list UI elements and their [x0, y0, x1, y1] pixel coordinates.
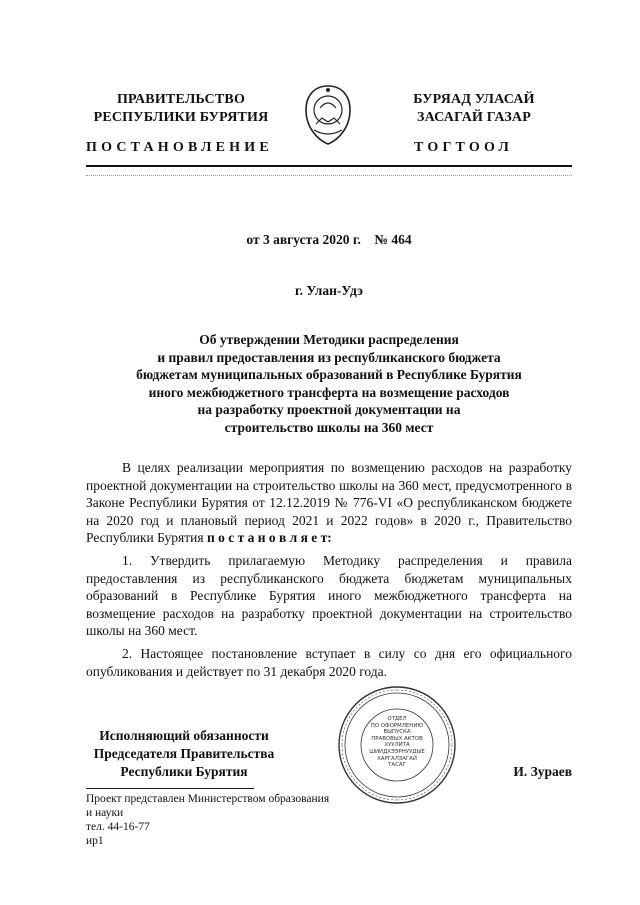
- stamp-text: [363, 716, 431, 769]
- item-1-paragraph: 1. Утвердить прилагаемую Методику распределения и правила предоставления из республиканского бюджета бюджетам муниципальных образований в Республике Бурятия иного межбюджетного трансферта на возмещение расходов на разработку проектной документации на строительство школы на 360 мест.: [86, 553, 572, 638]
- stamp-line: ХАРГАЛЗАГАЙ: [377, 755, 417, 762]
- stamp-line: ШИИДХЭЭРНУУДЫЕ: [369, 748, 425, 755]
- doc-type-right: ТОГТООЛ: [414, 140, 514, 155]
- stamp-line: ПРАВОВЫХ АКТОВ: [371, 735, 423, 742]
- preamble-text: В целях реализации мероприятия по возмещению расходов на разработку проектной документации на строительство школы на 360 мест, предусмотренного в Законе Республики Бурятия от 12.12.2019 № 776-VI «О республиканском бюджете на 2020 год и плановый период 2021 и 2022 годов» в 2020 г., Правительство Республики Бурятия: [86, 460, 572, 545]
- issuer-left-line1: ПРАВИТЕЛЬСТВО: [116, 92, 246, 107]
- stamp-line: ТАСАГ: [388, 762, 406, 769]
- document-title: [86, 331, 572, 436]
- issuer-right: [385, 91, 563, 127]
- issuer-left-line2: РЕСПУБЛИКИ БУРЯТИЯ: [93, 110, 269, 125]
- footnote-line: тел. 44-16-77: [86, 821, 150, 833]
- footnote-line: ир1: [86, 835, 104, 847]
- signatory-title-line2: Председателя Правительства: [93, 746, 275, 761]
- city: г. Улан-Удэ: [295, 283, 363, 298]
- stamp-line: ВЫПУСКА: [383, 729, 411, 736]
- preamble-resolve: п о с т а н о в л я е т:: [206, 530, 332, 545]
- signatory-name: И. Зураев: [513, 764, 572, 779]
- header-dotted-line: [86, 175, 572, 176]
- coat-of-arms-emblem: [298, 80, 358, 150]
- title-line: строительство школы на 360 мест: [224, 419, 434, 435]
- item-2-paragraph: 2. Настоящее постановление вступает в силу со дня его официального опубликования и действует по 31 декабря 2020 года.: [86, 646, 572, 679]
- title-line: Об утверждении Методики распределения: [199, 332, 459, 347]
- preamble-paragraph: [86, 459, 572, 547]
- stamp-line: ХУУЛИТА: [384, 742, 410, 749]
- title-line: бюджетам муниципальных образований в Республике Бурятия: [136, 367, 522, 382]
- footnote-line: и науки: [86, 807, 124, 819]
- signatory-title: [84, 727, 284, 781]
- title-line: иного межбюджетного трансферта на возмещение расходов: [148, 384, 510, 400]
- date-number: от 3 августа 2020 г. № 464: [246, 232, 412, 247]
- signatory-title-line1: Исполняющий обязанности: [99, 728, 269, 743]
- title-line: и правил предоставления из республиканского бюджета: [157, 349, 501, 365]
- stamp-line: ОТДЕЛ: [387, 716, 407, 722]
- doc-type-left: ПОСТАНОВЛЕНИЕ: [86, 140, 273, 155]
- footnote: [86, 792, 386, 848]
- header-divider: [86, 165, 572, 167]
- footnote-line: Проект представлен Министерством образования: [86, 793, 330, 805]
- issuer-right-line1: БУРЯАД УЛАСАЙ: [413, 92, 535, 107]
- stamp-line: ПО ОФОРМЛЕНИЮ: [370, 722, 424, 729]
- issuer-left: [86, 91, 276, 127]
- title-line: на разработку проектной документации на: [197, 402, 461, 417]
- issuer-right-line2: ЗАСАГАЙ ГАЗАР: [416, 110, 531, 125]
- footnote-divider: [86, 788, 254, 789]
- signatory-title-line3: Республики Бурятия: [120, 764, 248, 779]
- official-seal-stamp: [336, 684, 458, 806]
